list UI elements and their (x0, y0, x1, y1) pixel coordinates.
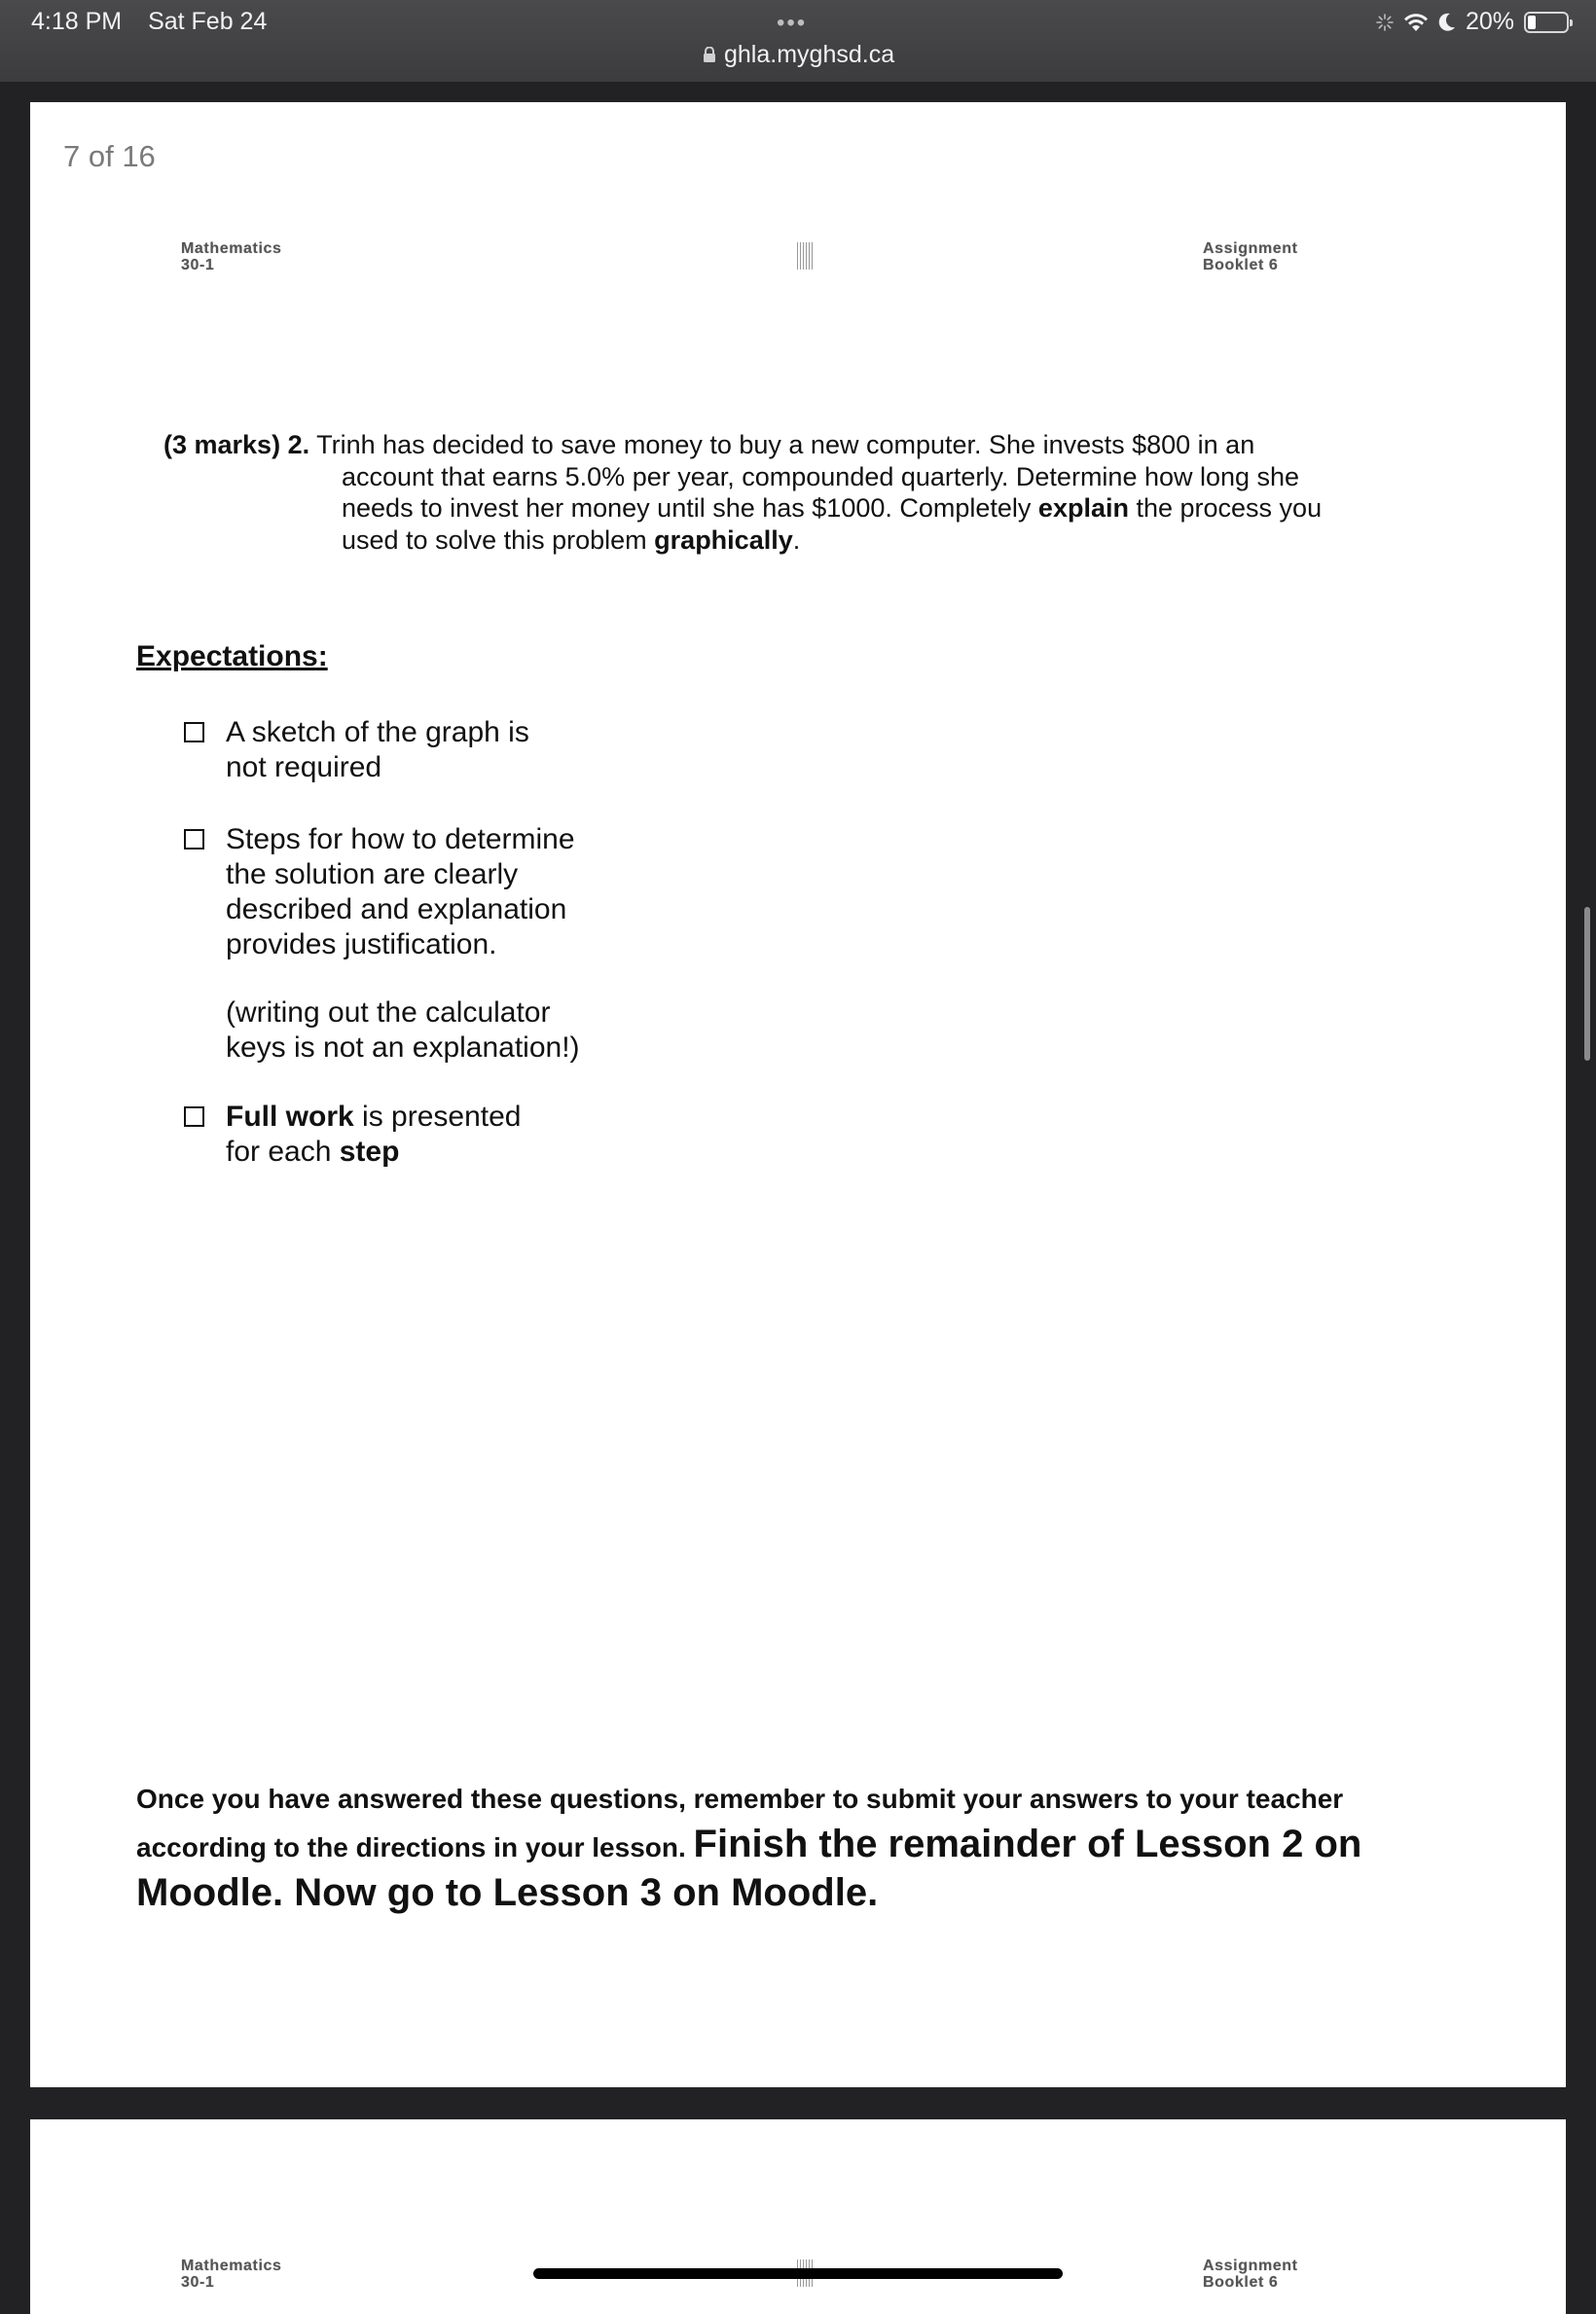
multitasking-dots-icon[interactable]: ••• (777, 10, 808, 36)
battery-percent: 20% (1465, 8, 1514, 35)
do-not-disturb-moon-icon (1438, 13, 1456, 32)
url-text: ghla.myghsd.ca (724, 41, 895, 68)
battery-fill (1528, 16, 1536, 29)
question-marks: (3 marks) (163, 430, 281, 459)
activity-spinner-icon (1376, 14, 1394, 31)
expectations-heading: Expectations: (136, 640, 328, 672)
barcode-icon (797, 242, 815, 270)
expectation-item-full-work: Full work is presented for each step (184, 1100, 651, 1170)
battery-icon (1524, 12, 1569, 33)
status-date: Sat Feb 24 (148, 8, 268, 35)
question-2: (3 marks) 2. Trinh has decided to save money to buy a new computer. She invests $800 in an account that earns 5.0% per year, compounded quarterly. Determine how long she needs to invest her money until she has $1000. Completely explain the process you used to solve this problem graphically. (163, 430, 1323, 555)
expectation-item-sketch: A sketch of the graph is not required (184, 715, 651, 785)
header-booklet: Assignment Booklet 6 (1203, 240, 1298, 273)
checkbox-icon (184, 829, 204, 850)
header-course: Mathematics 30-1 (181, 2258, 282, 2291)
scrollbar-thumb[interactable] (1584, 907, 1590, 1061)
header-booklet: Assignment Booklet 6 (1203, 2258, 1298, 2291)
closing-instructions: Once you have answered these questions, remember to submit your answers to your teacher according to the directions in your lesson. Finish the remainder of Lesson 2 on Moodle. Now go to Lesson 3 on Moodle. (136, 1784, 1362, 1914)
status-time: 4:18 PM (31, 8, 123, 35)
page-indicator: 7 of 16 (63, 139, 156, 173)
header-course: Mathematics 30-1 (181, 240, 282, 273)
status-url-bar (0, 0, 1596, 82)
wifi-icon (1403, 13, 1429, 32)
address-bar[interactable] (703, 41, 894, 69)
checkbox-icon (184, 1106, 204, 1127)
status-indicators (1376, 8, 1569, 36)
question-number: 2. (287, 430, 310, 459)
document-page (30, 102, 1566, 2087)
expectation-item-steps: Steps for how to determine the solution are clearly described and explanation provides justification. (184, 822, 651, 962)
document-page-next (30, 2119, 1566, 2314)
calculator-note: (writing out the calculator keys is not an explanation!) (226, 996, 580, 1064)
home-indicator[interactable] (533, 2268, 1063, 2279)
status-time-date (31, 8, 267, 36)
checkbox-icon (184, 722, 204, 742)
lock-icon (703, 47, 716, 63)
